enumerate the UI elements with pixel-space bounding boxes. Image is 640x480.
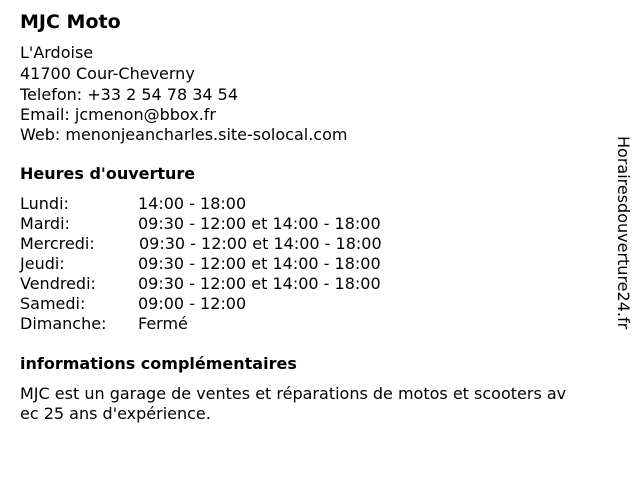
day-hours: 09:30 - 12:00 et 14:00 - 18:00 bbox=[138, 214, 381, 233]
day-label: Jeudi: bbox=[20, 254, 65, 273]
phone-line: Telefon: +33 2 54 78 34 54 bbox=[20, 85, 239, 104]
day-label: Vendredi: bbox=[20, 274, 96, 293]
day-hours: 09:30 - 12:00 et 14:00 - 18:00 bbox=[138, 254, 381, 273]
day-hours: 09:30 - 12:00 et 14:00 - 18:00 bbox=[138, 274, 381, 293]
day-label: Mercredi: bbox=[20, 234, 95, 253]
day-label: Lundi: bbox=[20, 194, 69, 213]
site-watermark: Horairesdouverture24.fr bbox=[614, 136, 633, 330]
day-hours: 14:00 - 18:00 bbox=[138, 194, 247, 213]
day-hours: 09:00 - 12:00 bbox=[138, 294, 247, 313]
website-line: Web: menonjeancharles.site-solocal.com bbox=[20, 125, 348, 144]
day-hours: Fermé bbox=[138, 314, 188, 333]
description-line-2: ec 25 ans d'expérience. bbox=[20, 404, 211, 423]
address-city: 41700 Cour-Cheverny bbox=[20, 64, 195, 83]
opening-hours-heading: Heures d'ouverture bbox=[20, 164, 196, 183]
day-label: Samedi: bbox=[20, 294, 86, 313]
description-line-1: MJC est un garage de ventes et réparations de motos et scooters av bbox=[20, 384, 567, 403]
business-name: MJC Moto bbox=[20, 11, 121, 33]
email-line: Email: jcmenon@bbox.fr bbox=[20, 105, 216, 124]
additional-info-heading: informations complémentaires bbox=[20, 354, 297, 373]
day-label: Dimanche: bbox=[20, 314, 107, 333]
day-label: Mardi: bbox=[20, 214, 70, 233]
address-street: L'Ardoise bbox=[20, 43, 94, 62]
day-hours: 09:30 - 12:00 et 14:00 - 18:00 bbox=[139, 234, 382, 253]
